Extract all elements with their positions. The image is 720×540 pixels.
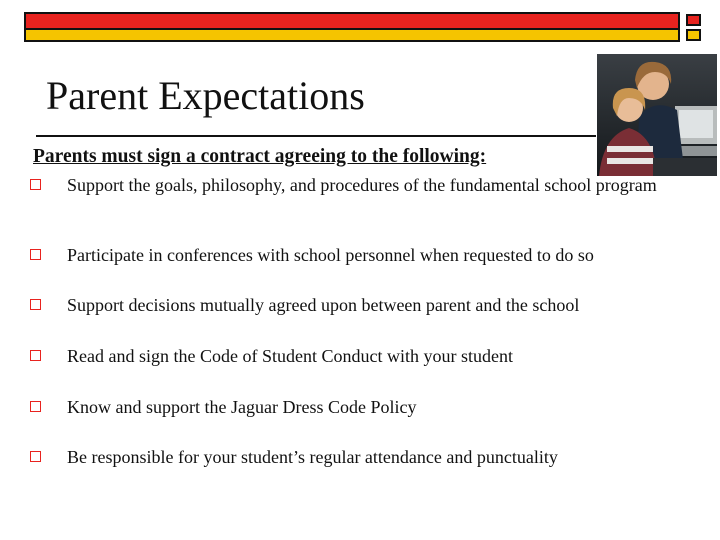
title-underline-rule xyxy=(36,135,596,137)
hollow-square-bullet-icon xyxy=(30,451,41,462)
header-yellow-bar xyxy=(24,30,680,42)
hollow-square-bullet-icon xyxy=(30,401,41,412)
header-red-bar xyxy=(24,12,680,30)
yellow-square-decoration xyxy=(686,29,701,41)
bullet-text: Participate in conferences with school personnel when requested to do so xyxy=(67,245,594,265)
bullet-text: Be responsible for your student’s regular attendance and punctuality xyxy=(67,447,558,467)
bullet-text: Support the goals, philosophy, and procedures of the fundamental school program xyxy=(67,175,657,195)
bullet-text: Support decisions mutually agreed upon between parent and the school xyxy=(67,295,580,315)
hollow-square-bullet-icon xyxy=(30,179,41,190)
photo-illustration xyxy=(597,54,717,176)
hollow-square-bullet-icon xyxy=(30,299,41,310)
bullet-text: Know and support the Jaguar Dress Code Policy xyxy=(67,397,417,417)
hollow-square-bullet-icon xyxy=(30,350,41,361)
hollow-square-bullet-icon xyxy=(30,249,41,260)
contract-subheading: Parents must sign a contract agreeing to the following: xyxy=(33,146,487,167)
bullet-text: Read and sign the Code of Student Conduct with your student xyxy=(67,346,513,366)
red-square-decoration xyxy=(686,14,701,26)
parent-child-computer-photo xyxy=(597,54,717,176)
slide-title: Parent Expectations xyxy=(46,73,365,118)
